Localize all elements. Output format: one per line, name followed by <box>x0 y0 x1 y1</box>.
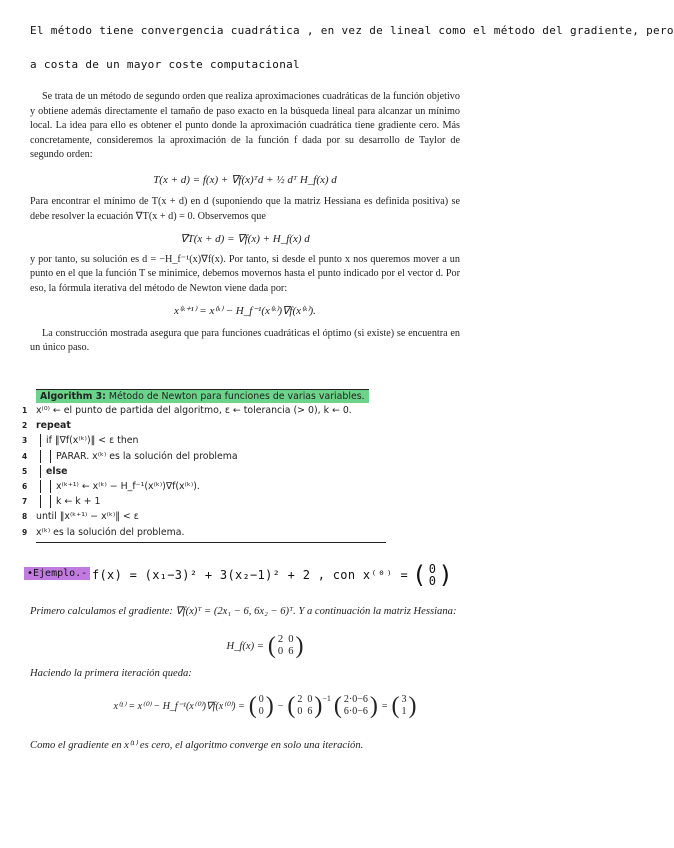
matrix-entry: 0 <box>277 646 284 657</box>
algorithm-line <box>22 494 386 509</box>
left-paren: ( <box>391 693 400 719</box>
algorithm-title <box>36 389 369 403</box>
indent-bar <box>50 450 51 463</box>
algorithm-title-label: Algorithm 3: <box>40 391 106 402</box>
line-content: else <box>46 465 68 477</box>
example-function <box>92 563 453 587</box>
left-paren: ( <box>412 561 427 589</box>
inverse-exponent: −1 <box>322 694 331 703</box>
algorithm-box <box>22 389 386 543</box>
matrix-entry: 6 <box>307 706 313 717</box>
line-number: 2 <box>22 421 28 431</box>
handwritten-note-line-2: a costa de un mayor coste computacional <box>30 58 300 71</box>
right-paren: ) <box>314 693 323 719</box>
indent-bar <box>50 480 51 493</box>
gradient-equation: ∇T(x + d) = ∇f(x) + H_f(x) d <box>180 233 310 245</box>
indent-bar <box>40 450 41 463</box>
algorithm-line <box>22 509 386 524</box>
left-paren: ( <box>287 693 296 719</box>
left-paren: ( <box>248 693 257 719</box>
vector-column <box>342 694 370 718</box>
hessian-inverse-matrix <box>287 694 331 718</box>
left-paren: ( <box>267 633 276 659</box>
line-number: 3 <box>22 436 28 446</box>
indent-bar <box>40 495 41 508</box>
matrix-entry: 0 <box>297 706 303 717</box>
conclusion-text: Como el gradiente en x⁽¹⁾ es cero, el algoritmo converge en solo una iteración. <box>30 740 364 751</box>
handwritten-note-line-1: El método tiene convergencia cuadrática , en vez de lineal como el método del gradiente, pero <box>30 24 674 37</box>
vector-entry: 1 <box>401 706 407 717</box>
paragraph-solution: y por tanto, su solución es d = −H_f⁻¹(x)∇f(x). Por tanto, si desde el punto x nos queremos mover a un punto en el que la función T se minimice, debemos movernos hasta el punto indicado por el vector d. Por eso, la fórmula iterativa del método de Newton viene dada por: <box>30 253 460 294</box>
matrix-grid <box>295 694 314 718</box>
paragraph-intro: Se trata de un método de segundo orden que realiza aproximaciones cuadráticas de la función objetivo y obtiene además directamente el tamaño de paso exacto en la búsqueda lineal para alcanzar un mínimo local. La idea para ello es obtener el punto donde la aproximación cuadrática tiene gradiente cero. Más concretamente, consideremos la aproximación de la función f dada por su desarrollo de Taylor de segundo orden: <box>30 91 460 160</box>
vector-entry: 0 <box>428 574 437 588</box>
line-number: 9 <box>22 527 28 537</box>
scanned-text-block <box>30 90 460 356</box>
algorithm-line <box>22 449 386 464</box>
indent-bar <box>40 434 41 447</box>
taylor-equation: T(x + d) = f(x) + ∇f(x)ᵀd + ½ dᵀ H_f(x) d <box>153 173 337 186</box>
matrix-entry: 0 <box>307 694 313 705</box>
vector-entry: 0 <box>258 694 264 705</box>
algorithm-title-text: Método de Newton para funciones de varias variables. <box>105 391 365 402</box>
x0-vector <box>249 694 274 718</box>
right-paren: ) <box>265 693 274 719</box>
line-number: 1 <box>22 406 28 416</box>
algorithm-line <box>22 464 386 479</box>
gradient-vector <box>334 694 378 718</box>
example-badge: •Ejemplo.- <box>24 567 90 580</box>
hessian-label: H_f(x) = <box>226 640 264 652</box>
indent-bar <box>40 465 41 478</box>
vector-column <box>427 563 439 587</box>
matrix-entry: 2 <box>297 694 303 705</box>
matrix-entry: 2 <box>277 634 284 645</box>
right-paren: ) <box>438 561 454 589</box>
vector-column <box>400 694 409 718</box>
left-paren: ( <box>333 693 342 719</box>
iteration-lhs: x⁽¹⁾ = x⁽⁰⁾ − H_f⁻¹(x⁽⁰⁾)∇f(x⁽⁰⁾) = <box>113 700 245 712</box>
vector-entry: 0 <box>258 706 264 717</box>
vector-entry: 0 <box>428 562 437 576</box>
algorithm-line <box>22 418 386 433</box>
matrix-entry: 0 <box>288 634 294 645</box>
line-number: 7 <box>22 497 28 507</box>
example-function-text: f(x) = (x₁−3)² + 3(x₂−1)² + 2 , con x⁽⁰⁾ = <box>92 568 409 582</box>
right-paren: ) <box>408 693 417 719</box>
minus-sign: − <box>277 700 284 712</box>
iteration-intro-text: Haciendo la primera iteración queda: <box>30 668 192 679</box>
indent-bar <box>50 495 51 508</box>
paragraph-construction: La construcción mostrada asegura que para funciones cuadráticas el óptimo (si existe) se encuentra en un único paso. <box>30 327 460 353</box>
initial-point-vector <box>412 563 453 587</box>
vector-entry: 6·0−6 <box>343 706 368 717</box>
right-paren: ) <box>369 693 378 719</box>
algorithm-line <box>22 433 386 448</box>
line-content: until ‖x⁽ᵏ⁺¹⁾ − x⁽ᵏ⁾‖ < ε <box>36 511 139 523</box>
example-gradient-text: Primero calculamos el gradiente: ∇f(x)ᵀ = (2x₁ − 6, 6x₂ − 6)ᵀ. Y a continuación la matriz Hessiana: <box>30 606 457 617</box>
algorithm-line <box>22 403 386 418</box>
result-vector <box>392 694 417 718</box>
algorithm-bottom-rule <box>36 542 386 543</box>
right-paren: ) <box>295 633 304 659</box>
line-content: k ← k + 1 <box>56 496 101 508</box>
line-number: 4 <box>22 451 28 461</box>
paragraph-minimum: Para encontrar el mínimo de T(x + d) en d (suponiendo que la matriz Hessiana es definida positiva) se debe resolver la ecuación ∇T(x + d) = 0. Observemos que <box>30 196 460 222</box>
line-content: x⁽ᵏ⁾ es la solución del problema. <box>36 526 185 538</box>
line-number: 8 <box>22 512 28 522</box>
algorithm-line <box>22 479 386 494</box>
matrix-entry: 6 <box>288 646 294 657</box>
hessian-equation <box>30 634 500 658</box>
vector-entry: 2·0−6 <box>343 694 368 705</box>
line-content: if ‖∇f(x⁽ᵏ⁾)‖ < ε then <box>46 435 139 447</box>
line-number: 5 <box>22 466 28 476</box>
equals-sign: = <box>381 700 388 712</box>
hessian-matrix <box>268 634 304 658</box>
line-content: x⁽⁰⁾ ← el punto de partida del algoritmo, ε ← tolerancia (> 0), k ← 0. <box>36 405 352 417</box>
indent-bar <box>40 480 41 493</box>
iteration-equation <box>30 694 500 718</box>
matrix-grid <box>276 634 296 658</box>
algorithm-line <box>22 525 386 540</box>
line-content: repeat <box>36 420 71 432</box>
line-content: PARAR. x⁽ᵏ⁾ es la solución del problema <box>56 450 238 462</box>
line-content: x⁽ᵏ⁺¹⁾ ← x⁽ᵏ⁾ − H_f⁻¹(x⁽ᵏ⁾)∇f(x⁽ᵏ⁾). <box>56 481 200 493</box>
newton-iteration-equation: x⁽ᵏ⁺¹⁾ = x⁽ᵏ⁾ − H_f⁻¹(x⁽ᵏ⁾)∇f(x⁽ᵏ⁾). <box>174 305 316 317</box>
line-number: 6 <box>22 482 28 492</box>
vector-column <box>257 694 266 718</box>
vector-entry: 3 <box>401 694 407 705</box>
